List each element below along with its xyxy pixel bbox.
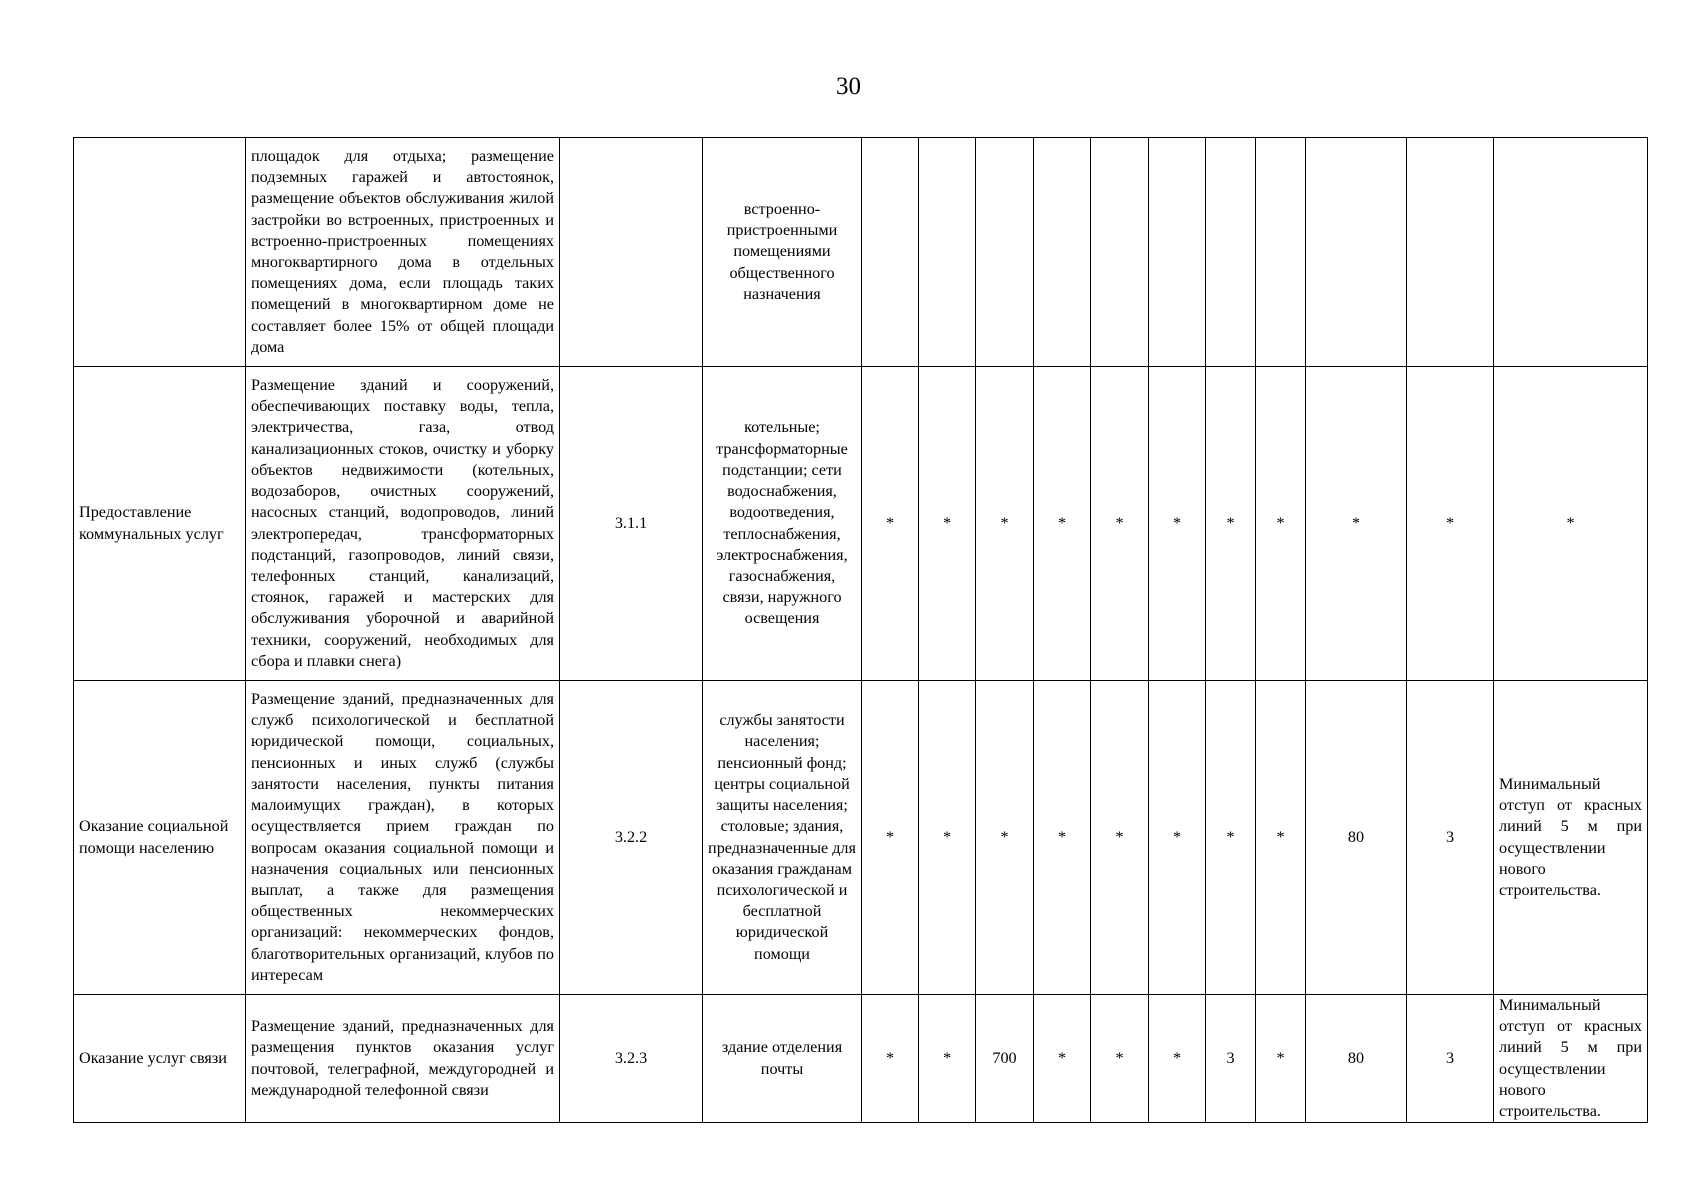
param-cell: 3 bbox=[1407, 995, 1494, 1123]
use-description-cell: Размещение зданий, предназначенных для размещения пунктов оказания услуг почтовой, телеграфной, междугородней и международной телефонной связи bbox=[246, 995, 560, 1123]
param-cell: * bbox=[1149, 681, 1206, 995]
param-cell: * bbox=[1306, 367, 1407, 681]
param-cell: * bbox=[976, 681, 1034, 995]
param-cell: * bbox=[976, 367, 1034, 681]
param-cell: * bbox=[1206, 367, 1256, 681]
param-cell: 80 bbox=[1306, 681, 1407, 995]
objects-cell: котельные; трансформаторные подстанции; сети водоснабжения, водоотведения, теплоснабжения, электроснабжения, газоснабжения, связи, наружного освещения bbox=[703, 367, 862, 681]
param-cell: 3 bbox=[1407, 681, 1494, 995]
param-cell bbox=[1407, 138, 1494, 367]
note-cell: Минимальный отступ от красных линий 5 м при осуществлении нового строительства. bbox=[1494, 681, 1648, 995]
param-cell bbox=[1034, 138, 1091, 367]
use-name-cell: Оказание услуг связи bbox=[74, 995, 246, 1123]
code-cell: 3.2.2 bbox=[560, 681, 703, 995]
param-cell: * bbox=[1256, 367, 1306, 681]
param-cell: * bbox=[1091, 995, 1149, 1123]
code-cell: 3.1.1 bbox=[560, 367, 703, 681]
param-cell: * bbox=[1256, 681, 1306, 995]
code-cell: 3.2.3 bbox=[560, 995, 703, 1123]
use-name-cell: Предоставление коммунальных услуг bbox=[74, 367, 246, 681]
param-cell bbox=[1149, 138, 1206, 367]
param-cell: * bbox=[1149, 367, 1206, 681]
use-name-cell bbox=[74, 138, 246, 367]
param-cell bbox=[1256, 138, 1306, 367]
param-cell: * bbox=[862, 367, 919, 681]
param-cell: * bbox=[919, 681, 976, 995]
note-cell: * bbox=[1494, 367, 1648, 681]
param-cell bbox=[1091, 138, 1149, 367]
code-cell bbox=[560, 138, 703, 367]
param-cell: * bbox=[1091, 681, 1149, 995]
param-cell bbox=[919, 138, 976, 367]
param-cell: * bbox=[1034, 995, 1091, 1123]
use-description-cell: Размещение зданий и сооружений, обеспечивающих поставку воды, тепла, электричества, газа, отвод канализационных стоков, очистку и уборку объектов недвижимости (котельных, водозаборов, очистных сооружений, насосных станций, водопроводов, линий электропередач, трансформаторных подстанций, газопроводов, линий связи, телефонных станций, канализаций, стоянок, гаражей и мастерских для обслуживания уборочной и аварийной техники, сооружений, необходимых для сбора и плавки снега) bbox=[246, 367, 560, 681]
page-number: 30 bbox=[836, 73, 861, 100]
param-cell bbox=[862, 138, 919, 367]
table-row bbox=[74, 681, 1648, 995]
param-cell: 80 bbox=[1306, 995, 1407, 1123]
param-cell: * bbox=[862, 995, 919, 1123]
param-cell: * bbox=[1034, 367, 1091, 681]
param-cell bbox=[976, 138, 1034, 367]
table-row bbox=[74, 138, 1648, 367]
objects-cell: службы занятости населения; пенсионный фонд; центры социальной защиты населения; столовые; здания, предназначенные для оказания гражданам психологической и бесплатной юридической помощи bbox=[703, 681, 862, 995]
objects-cell: встроенно-пристроенными помещениями общественного назначения bbox=[703, 138, 862, 367]
param-cell: * bbox=[862, 681, 919, 995]
note-cell: Минимальный отступ от красных линий 5 м при осуществлении нового строительства. bbox=[1494, 995, 1648, 1123]
param-cell: * bbox=[919, 995, 976, 1123]
param-cell: * bbox=[1206, 681, 1256, 995]
param-cell bbox=[1306, 138, 1407, 367]
use-name-cell: Оказание социальной помощи населению bbox=[74, 681, 246, 995]
table-row bbox=[74, 367, 1648, 681]
param-cell: * bbox=[919, 367, 976, 681]
param-cell: * bbox=[1256, 995, 1306, 1123]
param-cell: 3 bbox=[1206, 995, 1256, 1123]
param-cell bbox=[1206, 138, 1256, 367]
table-row bbox=[74, 995, 1648, 1123]
param-cell: * bbox=[1149, 995, 1206, 1123]
regulations-table bbox=[73, 137, 1648, 1123]
param-cell: * bbox=[1034, 681, 1091, 995]
param-cell: * bbox=[1091, 367, 1149, 681]
note-cell bbox=[1494, 138, 1648, 367]
objects-cell: здание отделения почты bbox=[703, 995, 862, 1123]
param-cell: * bbox=[1407, 367, 1494, 681]
param-cell: 700 bbox=[976, 995, 1034, 1123]
use-description-cell: площадок для отдыха; размещение подземных гаражей и автостоянок, размещение объектов обслуживания жилой застройки во встроенных, пристроенных и встроенно-пристроенных помещениях многоквартирного дома в отдельных помещениях дома, если площадь таких помещений в многоквартирном доме не составляет более 15% от общей площади дома bbox=[246, 138, 560, 367]
use-description-cell: Размещение зданий, предназначенных для служб психологической и бесплатной юридической помощи, социальных, пенсионных и иных служб (службы занятости населения, пункты питания малоимущих граждан), в которых осуществляется прием граждан по вопросам оказания социальной помощи и назначения социальных или пенсионных выплат, а также для размещения общественных некоммерческих организаций: некоммерческих фондов, благотворительных организаций, клубов по интересам bbox=[246, 681, 560, 995]
